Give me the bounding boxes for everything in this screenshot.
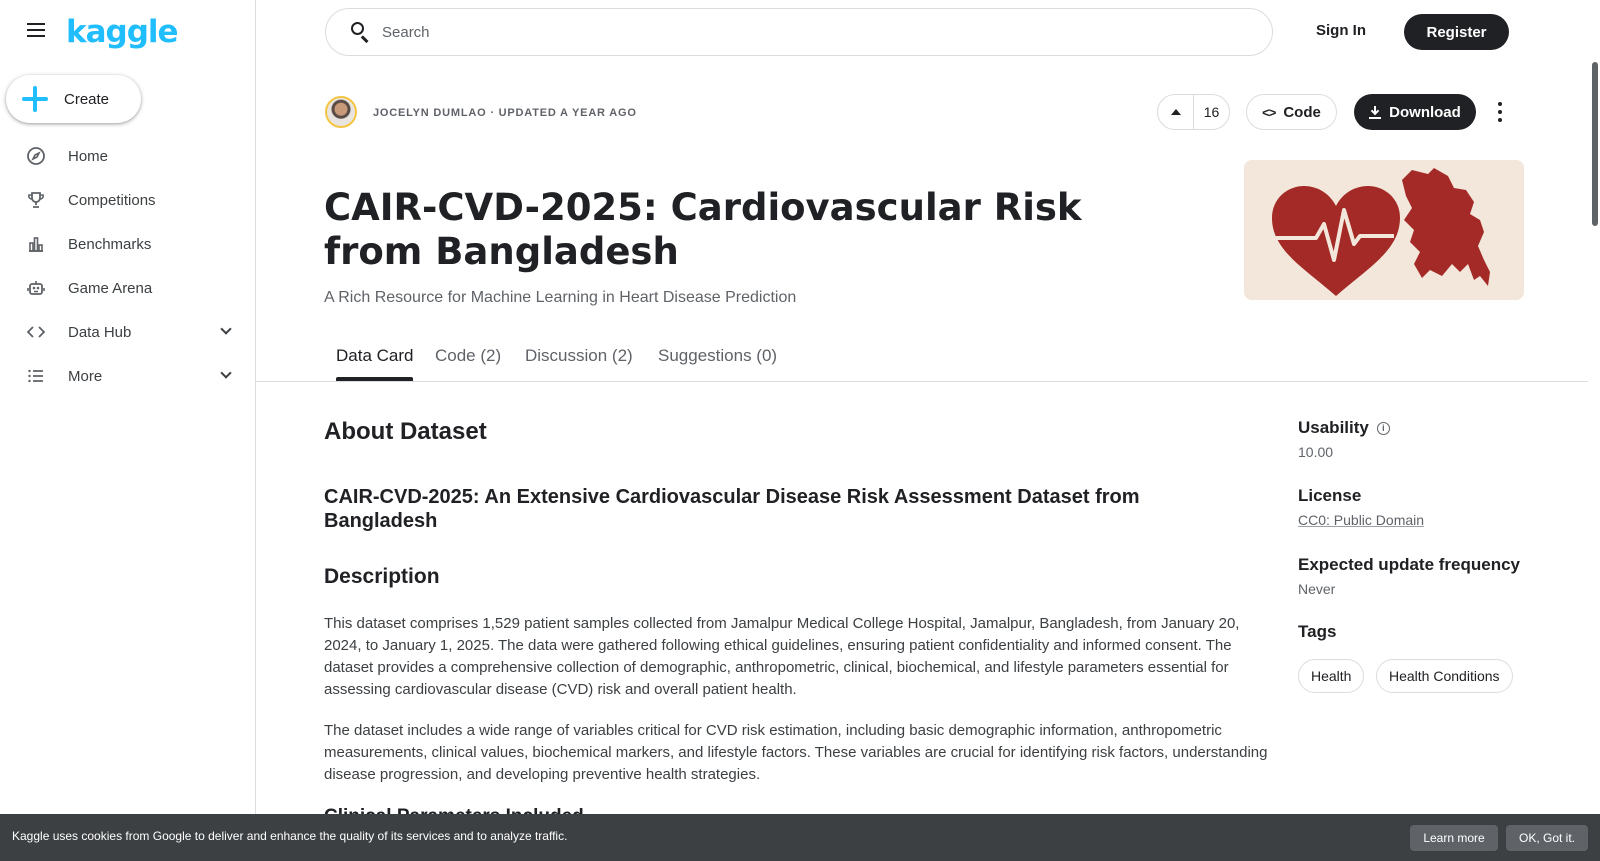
cookie-text: Kaggle uses cookies from Google to deliver and enhance the quality of its services and to analyze traffic.	[12, 829, 568, 843]
info-icon[interactable]: i	[1377, 422, 1390, 435]
sidebar-item-label: More	[68, 367, 103, 385]
ok-got-it-button[interactable]: OK, Got it.	[1506, 825, 1588, 851]
upvote-widget	[1157, 94, 1230, 130]
hamburger-icon[interactable]	[24, 18, 48, 42]
tab-suggestions[interactable]: Suggestions (0)	[658, 346, 778, 365]
description-heading: Description	[324, 565, 440, 588]
sidebar	[0, 0, 256, 861]
sidebar-item-more[interactable]	[0, 354, 256, 398]
create-button[interactable]	[6, 75, 141, 123]
register-button[interactable]: Register	[1404, 14, 1509, 50]
kaggle-logo[interactable]: kaggle	[66, 14, 178, 50]
tab-code[interactable]: Code (2)	[435, 346, 502, 365]
description-paragraph-2: The dataset includes a wide range of variables critical for CVD risk estimation, including basic demographic information, anthropometric measurements, clinical values, biochemical markers, and lifestyle factors. These variables are crucial for identifying risk factors, understanding disease progression, and developing preventive health strategies.	[324, 722, 1268, 783]
upvote-count: 16	[1203, 104, 1220, 120]
about-heading: About Dataset	[324, 418, 487, 445]
sidebar-item-competitions[interactable]	[0, 178, 256, 222]
list-icon	[26, 366, 46, 386]
learn-more-button[interactable]: Learn more	[1410, 825, 1498, 851]
download-button[interactable]	[1354, 94, 1476, 130]
tags-label: Tags	[1298, 622, 1337, 641]
license-section	[1298, 486, 1424, 528]
trophy-icon	[26, 190, 46, 210]
scrollbar[interactable]	[1592, 62, 1598, 226]
chevron-down-icon[interactable]	[218, 368, 234, 384]
tag-chip[interactable]: Health	[1298, 659, 1364, 693]
avatar[interactable]	[325, 96, 357, 128]
download-button-label: Download	[1389, 103, 1461, 121]
download-icon	[1369, 106, 1381, 119]
robot-icon	[26, 278, 46, 298]
bar-chart-icon	[26, 234, 46, 254]
more-options-icon[interactable]	[1494, 102, 1506, 122]
code-button-label: Code	[1283, 103, 1321, 121]
chevron-down-icon[interactable]	[218, 324, 234, 340]
search-input[interactable]	[382, 24, 1232, 41]
cookie-banner	[0, 814, 1600, 861]
sidebar-item-label: Game Arena	[68, 279, 153, 297]
dataset-byline: JOCELYN DUMLAO · UPDATED A YEAR AGO	[373, 107, 637, 119]
usability-section	[1298, 418, 1390, 460]
caret-up-icon	[1171, 109, 1181, 115]
code-icon	[26, 322, 46, 342]
tags-section	[1298, 622, 1336, 642]
sidebar-item-label: Benchmarks	[68, 235, 152, 253]
code-button[interactable]	[1246, 94, 1337, 130]
sidebar-item-home[interactable]	[0, 134, 256, 178]
frequency-value: Never	[1298, 581, 1336, 597]
plus-icon	[22, 86, 48, 112]
page-subtitle: A Rich Resource for Machine Learning in Heart Disease Prediction	[324, 289, 797, 306]
search-bar[interactable]	[325, 8, 1273, 56]
sidebar-item-data-hub[interactable]	[0, 310, 256, 354]
sidebar-item-benchmarks[interactable]	[0, 222, 256, 266]
tab-discussion[interactable]: Discussion (2)	[525, 346, 633, 365]
sign-in-button[interactable]: Sign In	[1316, 22, 1366, 39]
sidebar-item-label: Home	[68, 147, 109, 165]
sidebar-nav	[0, 134, 256, 398]
dataset-tabs	[256, 340, 1588, 382]
frequency-label: Expected update frequency	[1298, 555, 1521, 574]
license-link[interactable]: CC0: Public Domain	[1298, 512, 1425, 528]
page-title: CAIR-CVD-2025: Cardiovascular Risk from Bangladesh	[324, 186, 1082, 273]
dataset-heading: CAIR-CVD-2025: An Extensive Cardiovascular Disease Risk Assessment Dataset from Bangladesh	[324, 486, 1140, 532]
description-paragraph-1: This dataset comprises 1,529 patient samples collected from Jamalpur Medical College Hospital, Jamalpur, Bangladesh, from January 20, 2024, to January 1, 2025. The data were gathered following ethical guidelines, ensuring patient confidentiality and informed consent. The dataset provides a comprehensive collection of demographic, anthropometric, clinical, biochemical, and lifestyle parameters essential for assessing cardiovascular disease (CVD) risk and overall patient health.	[324, 615, 1240, 698]
create-label: Create	[64, 90, 110, 108]
compass-icon	[26, 146, 46, 166]
search-icon	[350, 21, 372, 43]
usability-label: Usability	[1298, 418, 1369, 437]
upvote-button[interactable]	[1158, 95, 1194, 129]
menu-button[interactable]	[24, 18, 48, 42]
code-icon: <>	[1262, 104, 1276, 120]
sidebar-item-label: Data Hub	[68, 323, 132, 341]
frequency-section	[1298, 555, 1520, 597]
heart-map-image	[1244, 160, 1524, 300]
sidebar-item-label: Competitions	[68, 191, 156, 209]
usability-value: 10.00	[1298, 444, 1334, 460]
tag-chip[interactable]: Health Conditions	[1376, 659, 1513, 693]
dataset-thumbnail	[1244, 160, 1524, 300]
license-label: License	[1298, 486, 1362, 505]
sidebar-item-game-arena[interactable]	[0, 266, 256, 310]
tab-data-card[interactable]: Data Card	[336, 346, 413, 381]
